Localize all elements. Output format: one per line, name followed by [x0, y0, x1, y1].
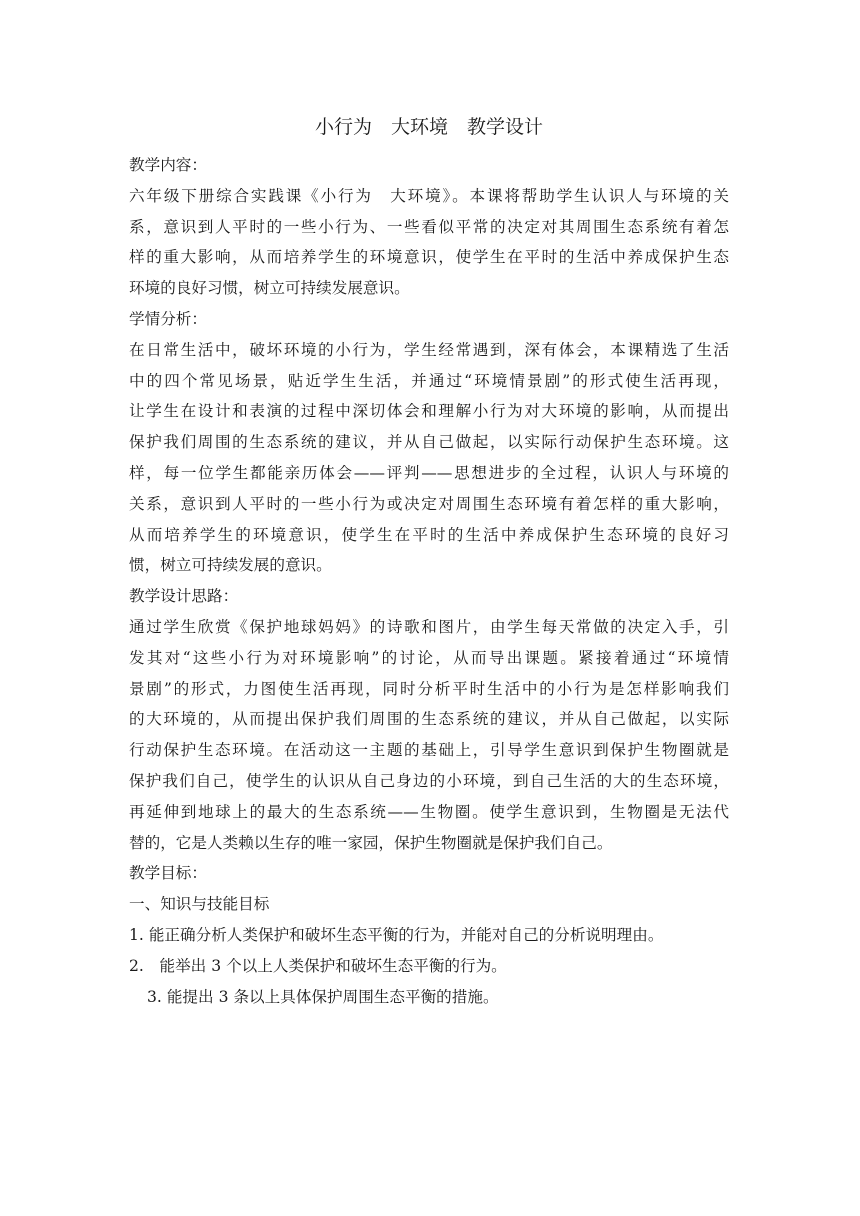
section-heading: 教学内容：	[129, 156, 207, 174]
paragraph-line: 通过学生欣赏《保护地球妈妈》的诗歌和图片，由学生每天常做的决定入手，引	[129, 617, 729, 636]
paragraph-line: 发其对“这些小行为对环境影响”的讨论，从而导出课题。紧接着通过“环境情	[129, 648, 729, 667]
paragraph-line: 保护我们自己，使学生的认识从自己身边的小环境，到自己生活的大的生态环境，	[129, 771, 729, 790]
document-title: 小行为 大环境 教学设计	[314, 116, 543, 138]
paragraph-line: 替的，它是人类赖以生存的唯一家园，保护生物圈就是保护我们自己。	[129, 833, 613, 852]
paragraph-line: 关系，意识到人平时的一些小行为或决定对周围生态环境有着怎样的重大影响，	[129, 494, 729, 513]
paragraph-line: 在日常生活中，破坏环境的小行为，学生经常遇到，深有体会，本课精选了生活	[129, 340, 729, 359]
paragraph-line: 六年级下册综合实践课《小行为 大环境》。本课将帮助学生认识人与环境的关	[129, 186, 729, 205]
section-heading: 教学目标：	[129, 864, 207, 883]
goal-item: 1. 能正确分析人类保护和破坏生态平衡的行为，并能对自己的分析说明理由。	[129, 925, 664, 944]
paragraph-line: 再延伸到地球上的最大的生态系统——生物圈。使学生意识到，生物圈是无法代	[129, 802, 729, 821]
paragraph-line: 行动保护生态环境。在活动这一主题的基础上，引导学生意识到保护生物圈就是	[129, 741, 729, 760]
section-teaching-goals	[129, 858, 729, 1012]
goal-item: 3. 能提出 3 条以上具体保护周围生态平衡的措施。	[147, 987, 499, 1006]
section-design-idea	[129, 581, 729, 858]
paragraph-line: 样的重大影响，从而培养学生的环境意识，使学生在平时的生活中养成保护生态	[129, 248, 729, 267]
section-heading: 教学设计思路：	[129, 587, 239, 606]
paragraph-line: 环境的良好习惯，树立可持续发展意识。	[129, 279, 410, 298]
goal-item: 2. 能举出 3 个以上人类保护和破坏生态平衡的行为。	[129, 956, 507, 975]
section-heading: 学情分析：	[129, 309, 207, 328]
paragraph-line: 惯，树立可持续发展的意识。	[129, 556, 332, 575]
paragraph-line: 样，每一位学生都能亲历体会——评判——思想进步的全过程，认识人与环境的	[129, 463, 729, 482]
section-teaching-content	[129, 150, 729, 304]
goals-subheading: 一、知识与技能目标	[129, 895, 270, 914]
paragraph-line: 保护我们周围的生态系统的建议，并从自己做起，以实际行动保护生态环境。这	[129, 433, 729, 452]
section-student-analysis	[129, 304, 729, 581]
paragraph-line: 中的四个常见场景，贴近学生生活，并通过“环境情景剧”的形式使生活再现，	[129, 371, 729, 390]
document-page	[129, 112, 729, 1012]
paragraph-line: 从而培养学生的环境意识，使学生在平时的生活中养成保护生态环境的良好习	[129, 525, 729, 544]
paragraph-line: 的大环境的，从而提出保护我们周围的生态系统的建议，并从自己做起，以实际	[129, 710, 729, 729]
paragraph-line: 系，意识到人平时的一些小行为、一些看似平常的决定对其周围生态系统有着怎	[129, 217, 729, 236]
paragraph-line: 景剧”的形式，力图使生活再现，同时分析平时生活中的小行为是怎样影响我们	[129, 679, 729, 698]
paragraph-line: 让学生在设计和表演的过程中深切体会和理解小行为对大环境的影响，从而提出	[129, 402, 729, 421]
